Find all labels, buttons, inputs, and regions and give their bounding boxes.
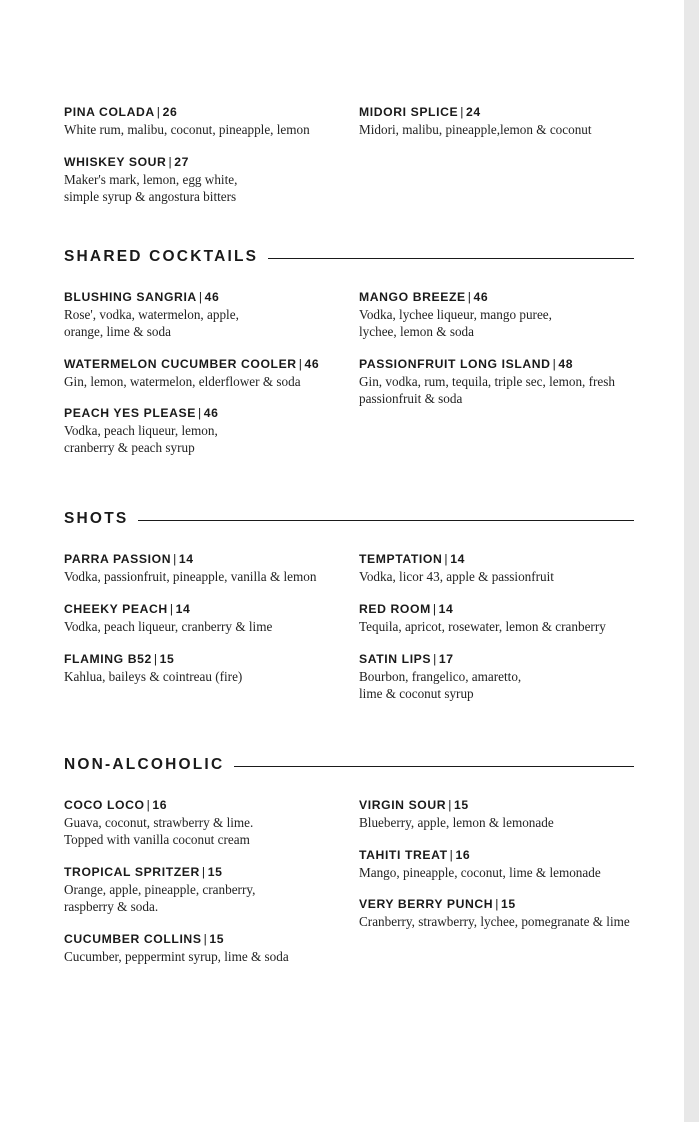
item-description: raspberry & soda. — [64, 899, 159, 914]
item-name: BLUSHING SANGRIA — [64, 290, 197, 304]
item-name: MIDORI SPLICE — [359, 105, 459, 119]
item-name: PEACH YES PLEASE — [64, 406, 196, 420]
price-separator: | — [448, 798, 452, 812]
item-price: 14 — [438, 602, 454, 616]
item-price: 48 — [558, 357, 574, 371]
item-price: 14 — [178, 552, 194, 566]
item-price: 15 — [207, 865, 223, 879]
item-description: simple syrup & angostura bitters — [64, 189, 237, 204]
section-divider — [268, 258, 634, 259]
price-separator: | — [203, 932, 208, 946]
item-price: 15 — [209, 932, 225, 946]
item-description: Midori, malibu, pineapple,lemon & coconut — [359, 122, 592, 137]
price-separator: | — [201, 865, 206, 879]
item-name: PASSIONFRUIT LONG ISLAND — [359, 357, 551, 371]
section-header-non-alcoholic — [64, 756, 634, 774]
price-separator: | — [169, 602, 174, 616]
item-name: MANGO BREEZE — [359, 290, 466, 304]
item-name: WATERMELON CUCUMBER COOLER — [64, 357, 297, 371]
menu-item-tropical-spritzer — [64, 864, 339, 915]
section-header-shared-cocktails — [64, 248, 634, 266]
vertical-scrollbar[interactable] — [684, 0, 699, 1122]
menu-item-midori-splice — [359, 104, 634, 138]
item-price: 16 — [455, 848, 471, 862]
item-description: Gin, vodka, rum, tequila, triple sec, lemon, fresh — [359, 374, 615, 389]
price-separator: | — [168, 155, 173, 169]
item-description: Vodka, lychee liqueur, mango puree, — [359, 307, 552, 322]
item-price: 27 — [174, 155, 190, 169]
menu-item-red-room — [359, 601, 654, 635]
item-name: SATIN LIPS — [359, 652, 432, 666]
item-description: Maker's mark, lemon, egg white, — [64, 172, 238, 187]
item-price: 15 — [501, 897, 516, 911]
menu-item-passionfruit-long-island — [359, 356, 654, 407]
item-description: Guava, coconut, strawberry & lime. — [64, 815, 254, 830]
menu-item-parra-passion — [64, 551, 339, 585]
item-name: FLAMING B52 — [64, 652, 152, 666]
menu-item-virgin-sour — [359, 797, 634, 831]
price-separator: | — [156, 105, 161, 119]
item-price: 46 — [203, 406, 219, 420]
price-separator: | — [197, 406, 202, 420]
price-separator: | — [433, 652, 437, 666]
price-separator: | — [146, 798, 151, 812]
item-price: 46 — [304, 357, 320, 371]
item-price: 46 — [204, 290, 220, 304]
item-description: Orange, apple, pineapple, cranberry, — [64, 882, 256, 897]
price-separator: | — [552, 357, 557, 371]
item-name: CHEEKY PEACH — [64, 602, 168, 616]
price-separator: | — [173, 552, 177, 566]
price-separator: | — [298, 357, 303, 371]
section-divider — [234, 766, 634, 767]
menu-item-mango-breeze — [359, 289, 634, 340]
menu-item-pina-colada — [64, 104, 339, 138]
item-price: 15 — [159, 652, 175, 666]
menu-item-coco-loco — [64, 797, 339, 848]
item-price: 17 — [438, 652, 454, 666]
menu-item-whiskey-sour — [64, 154, 339, 205]
item-description: Cucumber, peppermint syrup, lime & soda — [64, 949, 289, 964]
item-name: COCO LOCO — [64, 798, 145, 812]
item-price: 15 — [453, 798, 469, 812]
menu-item-satin-lips — [359, 651, 634, 702]
section-title: NON-ALCOHOLIC — [64, 756, 225, 773]
item-description: Vodka, peach liqueur, cranberry & lime — [64, 619, 273, 634]
item-name: PARRA PASSION — [64, 552, 172, 566]
menu-item-peach-yes-please — [64, 405, 339, 456]
price-separator: | — [153, 652, 158, 666]
item-name: TAHITI TREAT — [359, 848, 448, 862]
menu-item-tahiti-treat — [359, 847, 654, 881]
item-name: CUCUMBER COLLINS — [64, 932, 202, 946]
item-description: Vodka, peach liqueur, lemon, — [64, 423, 218, 438]
item-description: Vodka, passionfruit, pineapple, vanilla & lemon — [64, 569, 317, 584]
price-separator: | — [449, 848, 454, 862]
item-description: Vodka, licor 43, apple & passionfruit — [359, 569, 554, 584]
price-separator: | — [467, 290, 472, 304]
item-price: 14 — [175, 602, 191, 616]
menu-item-cucumber-collins — [64, 931, 339, 965]
menu-item-temptation — [359, 551, 634, 585]
price-separator: | — [495, 897, 499, 911]
item-description: Blueberry, apple, lemon & lemonade — [359, 815, 554, 830]
menu-item-watermelon-cucumber-cooler — [64, 356, 339, 390]
section-divider — [138, 520, 634, 521]
price-separator: | — [432, 602, 437, 616]
menu-item-blushing-sangria — [64, 289, 339, 340]
item-description: Cranberry, strawberry, lychee, pomegranate & lime — [359, 914, 630, 929]
item-name: TEMPTATION — [359, 552, 443, 566]
menu-item-flaming-b52 — [64, 651, 339, 685]
price-separator: | — [444, 552, 449, 566]
item-description: Gin, lemon, watermelon, elderflower & soda — [64, 374, 301, 389]
item-price: 24 — [466, 105, 481, 119]
menu-item-cheeky-peach — [64, 601, 339, 635]
item-price: 26 — [162, 105, 178, 119]
item-description: Topped with vanilla coconut cream — [64, 832, 250, 847]
item-price: 14 — [450, 552, 465, 566]
item-description: lime & coconut syrup — [359, 686, 474, 701]
item-price: 16 — [152, 798, 168, 812]
item-description: Rose', vodka, watermelon, apple, — [64, 307, 239, 322]
item-description: Tequila, apricot, rosewater, lemon & cranberry — [359, 619, 606, 634]
item-name: VIRGIN SOUR — [359, 798, 447, 812]
item-name: TROPICAL SPRITZER — [64, 865, 200, 879]
item-description: Mango, pineapple, coconut, lime & lemonade — [359, 865, 601, 880]
section-title: SHARED COCKTAILS — [64, 248, 259, 265]
item-description: cranberry & peach syrup — [64, 440, 195, 455]
section-title: SHOTS — [64, 510, 129, 527]
price-separator: | — [460, 105, 464, 119]
item-price: 46 — [473, 290, 489, 304]
item-description: lychee, lemon & soda — [359, 324, 474, 339]
item-description: orange, lime & soda — [64, 324, 171, 339]
price-separator: | — [198, 290, 203, 304]
item-description: passionfruit & soda — [359, 391, 463, 406]
section-header-shots — [64, 510, 634, 528]
item-name: WHISKEY SOUR — [64, 155, 167, 169]
item-description: White rum, malibu, coconut, pineapple, lemon — [64, 122, 310, 137]
item-name: VERY BERRY PUNCH — [359, 897, 494, 911]
item-description: Kahlua, baileys & cointreau (fire) — [64, 669, 243, 684]
menu-item-very-berry-punch — [359, 896, 654, 930]
item-description: Bourbon, frangelico, amaretto, — [359, 669, 522, 684]
item-name: RED ROOM — [359, 602, 431, 616]
item-name: PINA COLADA — [64, 105, 155, 119]
